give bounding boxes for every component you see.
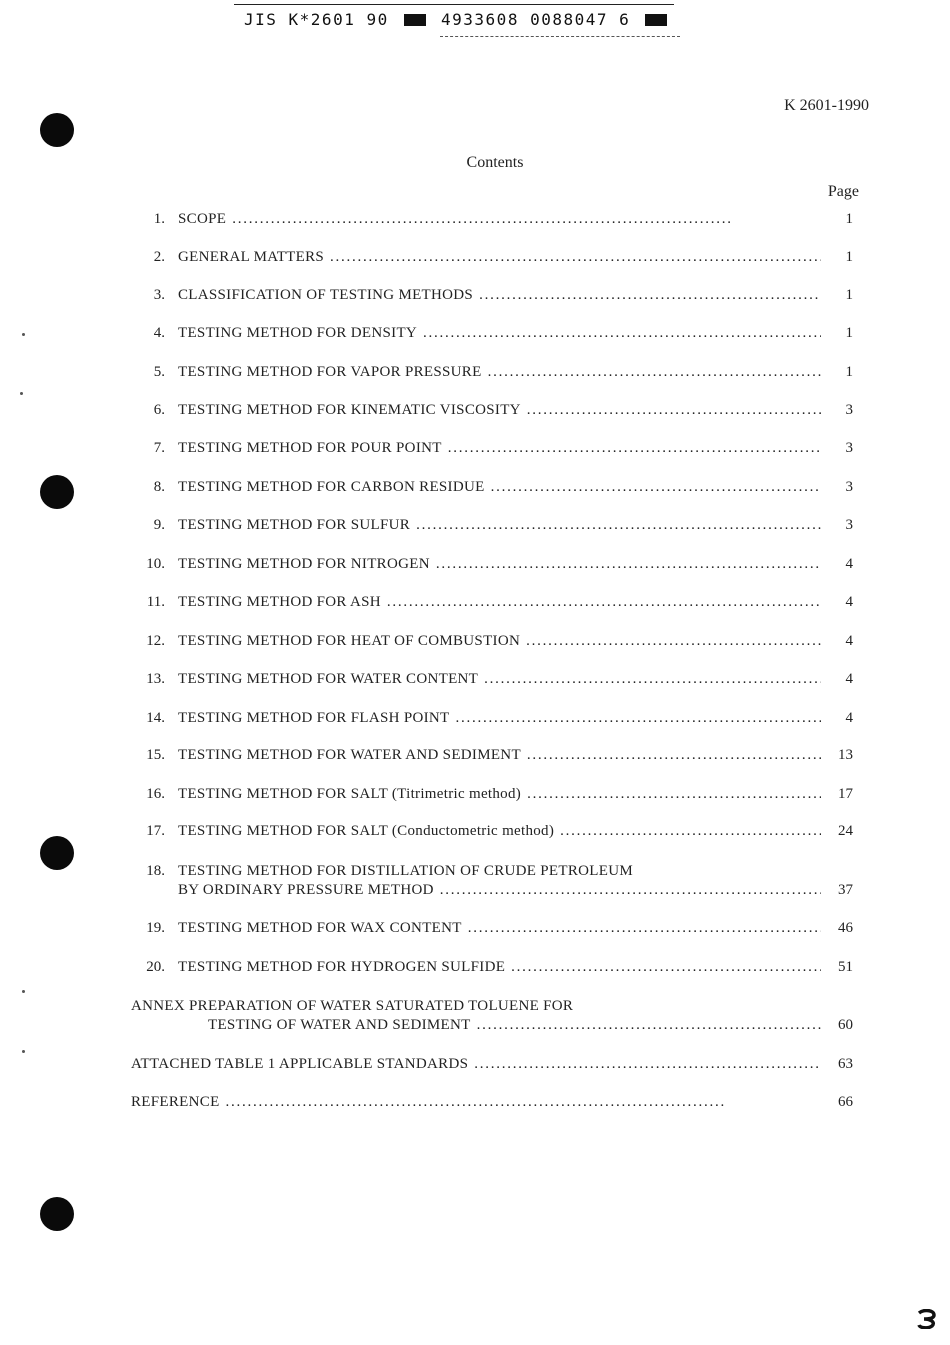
toc-entry-number: 13. xyxy=(146,671,165,687)
toc-entry xyxy=(131,1056,861,1078)
speck xyxy=(22,990,25,993)
toc-entry-page: 3 xyxy=(845,440,853,456)
toc-entry-title: TESTING METHOD FOR FLASH POINT xyxy=(178,710,450,726)
dot-leader xyxy=(468,920,821,937)
toc-entry xyxy=(131,671,861,693)
toc-entry-number: 9. xyxy=(153,517,165,533)
dot-leader xyxy=(488,364,821,381)
toc-entry-number: 12. xyxy=(146,633,165,649)
toc-entry-title: TESTING METHOD FOR KINEMATIC VISCOSITY xyxy=(178,402,521,418)
page-column-header: Page xyxy=(827,183,859,200)
toc-entry-number: 17. xyxy=(146,823,165,839)
toc-entry xyxy=(131,479,861,501)
toc-entry-page: 1 xyxy=(845,364,853,380)
toc-entry-title: TESTING METHOD FOR HYDROGEN SULFIDE xyxy=(178,959,506,975)
toc-entry-page: 1 xyxy=(845,249,853,265)
toc-entry-title: TESTING METHOD FOR WATER CONTENT xyxy=(178,671,479,687)
toc-entry-page: 60 xyxy=(838,1017,853,1033)
header-code-part2: 4933608 0088047 6 xyxy=(441,10,631,29)
toc-entry-page: 13 xyxy=(838,747,853,763)
toc-entry xyxy=(131,211,861,233)
toc-entry-number: 3. xyxy=(153,287,165,303)
header-underline xyxy=(440,36,680,37)
dot-leader xyxy=(387,594,821,611)
toc-entry-title: TESTING METHOD FOR SULFUR xyxy=(178,517,411,533)
toc-entry-page: 37 xyxy=(838,882,853,898)
toc-entry-page: 63 xyxy=(838,1056,853,1072)
toc-entry xyxy=(131,364,861,386)
toc-entry-page: 3 xyxy=(845,402,853,418)
toc-entry xyxy=(131,594,861,616)
dot-leader xyxy=(527,402,821,419)
dot-leader xyxy=(479,287,821,304)
toc-entry xyxy=(131,998,861,1033)
toc-entry-title: TESTING METHOD FOR NITROGEN xyxy=(178,556,430,572)
speck xyxy=(22,333,25,336)
toc-entry-number: 14. xyxy=(146,710,165,726)
speck xyxy=(20,392,23,395)
toc-entry-title: TESTING METHOD FOR VAPOR PRESSURE xyxy=(178,364,482,380)
toc-entry-title: TESTING METHOD FOR DENSITY xyxy=(178,325,418,341)
dot-leader xyxy=(527,747,821,764)
barcode-block xyxy=(645,14,667,26)
toc-entry-number: 1. xyxy=(153,211,165,227)
toc-entry-number: 15. xyxy=(146,747,165,763)
dot-leader xyxy=(448,440,821,457)
toc-entry xyxy=(131,1094,861,1116)
barcode-block xyxy=(404,14,426,26)
toc-entry xyxy=(131,325,861,347)
toc-entry-page: 4 xyxy=(845,556,853,572)
toc-entry-number: 18. xyxy=(146,863,165,879)
toc-entry-title: TESTING METHOD FOR ASH xyxy=(178,594,381,610)
toc-entry-page: 1 xyxy=(845,211,853,227)
toc-entry-title: ATTACHED TABLE 1 APPLICABLE STANDARDS xyxy=(131,1056,469,1072)
header-code-part1: JIS K*2601 90 xyxy=(244,10,389,29)
speck xyxy=(22,1050,25,1053)
toc-entry-page: 4 xyxy=(845,710,853,726)
document-number: K 2601-1990 xyxy=(784,97,869,114)
toc-entry-number: 2. xyxy=(153,249,165,265)
toc-entry-number: 8. xyxy=(153,479,165,495)
toc-entry xyxy=(131,556,861,578)
toc-entry-page: 51 xyxy=(838,959,853,975)
toc-entry xyxy=(131,440,861,462)
toc-entry-number: 11. xyxy=(146,594,165,610)
toc-entry-page: 17 xyxy=(838,786,853,802)
dot-leader xyxy=(423,325,821,342)
toc-entry-page: 4 xyxy=(845,594,853,610)
toc-entry-page: 1 xyxy=(845,325,853,341)
punch-hole xyxy=(40,1197,74,1231)
toc-entry xyxy=(131,863,861,898)
toc-entry-number: 5. xyxy=(153,364,165,380)
toc-entry-title-line1: TESTING METHOD FOR DISTILLATION OF CRUDE PETROLEUM xyxy=(178,863,633,879)
toc-entry-page: 3 xyxy=(845,517,853,533)
toc-entry-page: 46 xyxy=(838,920,853,936)
toc-entry xyxy=(131,786,861,808)
toc-entry-number: 7. xyxy=(153,440,165,456)
dot-leader xyxy=(474,1056,821,1073)
dot-leader xyxy=(226,1094,821,1111)
dot-leader xyxy=(440,882,821,899)
toc-entry-number: 4. xyxy=(153,325,165,341)
toc-entry xyxy=(131,920,861,942)
toc-entry xyxy=(131,747,861,769)
dot-leader xyxy=(526,633,821,650)
toc-entry-title: TESTING METHOD FOR SALT (Conductometric method) xyxy=(178,823,555,839)
toc-entry-title: BY ORDINARY PRESSURE METHOD xyxy=(178,882,434,898)
punch-hole xyxy=(40,475,74,509)
toc-entry-page: 66 xyxy=(838,1094,853,1110)
toc-entry-title: CLASSIFICATION OF TESTING METHODS xyxy=(178,287,474,303)
toc-entry-title-line1: ANNEX PREPARATION OF WATER SATURATED TOLUENE FOR xyxy=(131,998,574,1014)
page-title: Contents xyxy=(466,154,524,171)
dot-leader xyxy=(330,249,821,266)
toc-entry-number: 6. xyxy=(153,402,165,418)
dot-leader xyxy=(456,710,821,727)
toc-entry xyxy=(131,823,861,845)
toc-entry-number: 16. xyxy=(146,786,165,802)
corner-mark-icon xyxy=(916,1309,938,1329)
toc-entry-title: TESTING OF WATER AND SEDIMENT xyxy=(208,1017,471,1033)
dot-leader xyxy=(232,211,821,228)
dot-leader xyxy=(436,556,821,573)
toc-entry-page: 4 xyxy=(845,633,853,649)
toc-entry-page: 1 xyxy=(845,287,853,303)
toc-entry xyxy=(131,959,861,981)
toc-entry-title: GENERAL MATTERS xyxy=(178,249,325,265)
dot-leader xyxy=(477,1017,821,1034)
toc-entry xyxy=(131,287,861,309)
toc-entry xyxy=(131,249,861,271)
toc-entry-title: REFERENCE xyxy=(131,1094,220,1110)
dot-leader xyxy=(560,823,821,840)
toc-entry-title: TESTING METHOD FOR SALT (Titrimetric method) xyxy=(178,786,522,802)
toc-entry-page: 4 xyxy=(845,671,853,687)
toc-entry xyxy=(131,710,861,732)
toc-entry-page: 24 xyxy=(838,823,853,839)
punch-hole xyxy=(40,836,74,870)
toc-entry-title: TESTING METHOD FOR CARBON RESIDUE xyxy=(178,479,485,495)
toc-entry xyxy=(131,402,861,424)
toc-entry-title: TESTING METHOD FOR WAX CONTENT xyxy=(178,920,462,936)
dot-leader xyxy=(416,517,821,534)
toc-entry-number: 10. xyxy=(146,556,165,572)
punch-hole xyxy=(40,113,74,147)
header-code xyxy=(244,10,671,29)
toc-entry xyxy=(131,633,861,655)
toc-entry-page: 3 xyxy=(845,479,853,495)
toc-entry xyxy=(131,517,861,539)
toc-entry-number: 19. xyxy=(146,920,165,936)
dot-leader xyxy=(527,786,821,803)
toc-entry-number: 20. xyxy=(146,959,165,975)
toc-entry-title: TESTING METHOD FOR WATER AND SEDIMENT xyxy=(178,747,521,763)
dot-leader xyxy=(484,671,821,688)
toc-entry-title: SCOPE xyxy=(178,211,227,227)
dot-leader xyxy=(491,479,821,496)
top-rule xyxy=(234,4,674,5)
dot-leader xyxy=(511,959,821,976)
toc-entry-title: TESTING METHOD FOR POUR POINT xyxy=(178,440,442,456)
toc-entry-title: TESTING METHOD FOR HEAT OF COMBUSTION xyxy=(178,633,521,649)
